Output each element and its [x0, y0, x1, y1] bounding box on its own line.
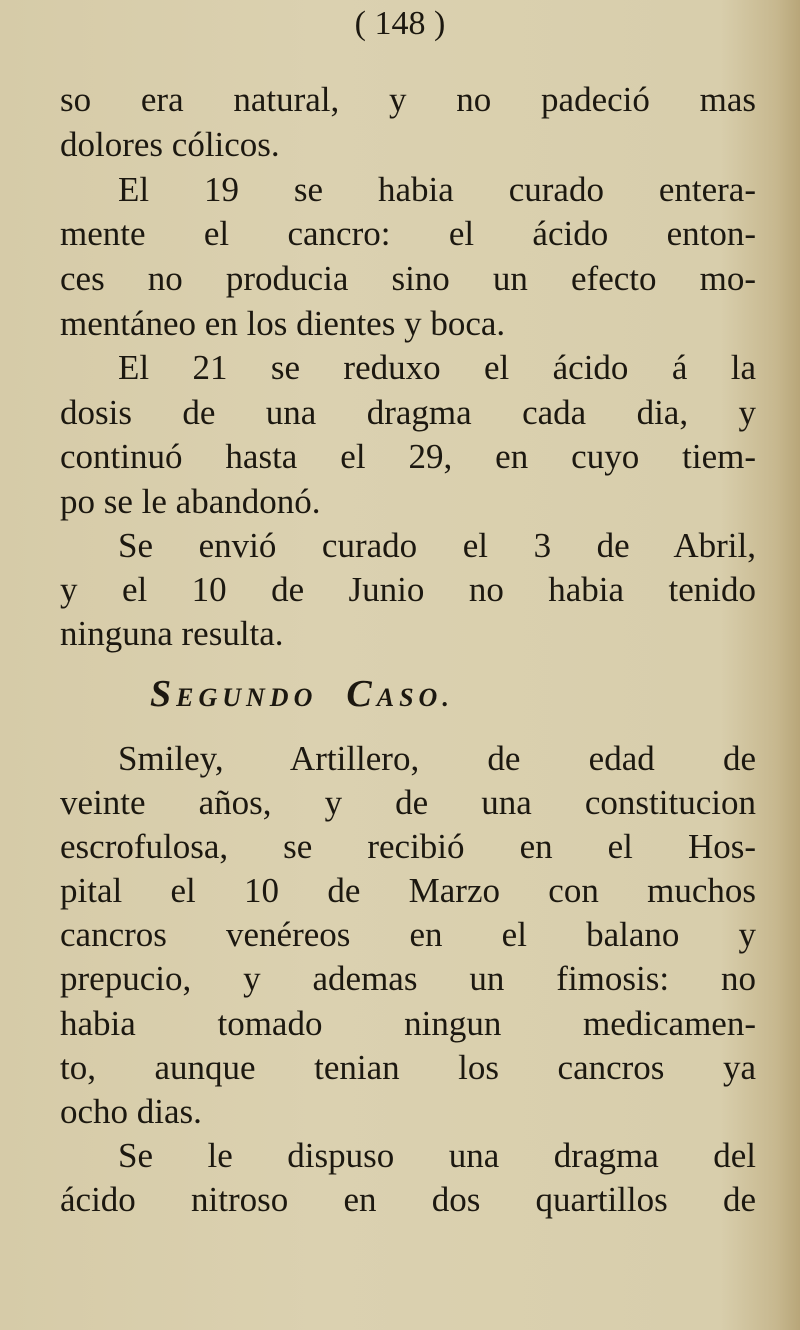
- text-line: y el 10 de Junio no habia tenido: [60, 570, 756, 609]
- text-line: habia tomado ningun medicamen-: [60, 1004, 756, 1043]
- heading-initial: S: [150, 673, 177, 715]
- text-line: cancros venéreos en el balano y: [60, 915, 756, 954]
- text-line: Smiley, Artillero, de edad de: [118, 739, 756, 778]
- page-number: ( 148 ): [354, 5, 446, 42]
- text-line: dosis de una dragma cada dia, y: [60, 393, 756, 432]
- text-line: Se le dispuso una dragma del: [118, 1136, 756, 1175]
- heading-word: ASO.: [376, 683, 454, 712]
- text-line: continuó hasta el 29, en cuyo tiem-: [60, 437, 756, 476]
- text-line: dolores cólicos.: [60, 125, 280, 164]
- text-line: to, aunque tenian los cancros ya: [60, 1048, 756, 1087]
- text-line: El 21 se reduxo el ácido á la: [118, 348, 756, 387]
- text-line: po se le abandonó.: [60, 482, 321, 521]
- text-line: ocho dias.: [60, 1092, 202, 1131]
- text-line: ces no producia sino un efecto mo-: [60, 259, 756, 298]
- text-line: ácido nitroso en dos quartillos de: [60, 1180, 756, 1219]
- text-line: El 19 se habia curado entera-: [118, 170, 756, 209]
- section-heading: [150, 672, 454, 720]
- text-line: escrofulosa, se recibió en el Hos-: [60, 827, 756, 866]
- text-line: pital el 10 de Marzo con muchos: [60, 871, 756, 910]
- text-line: so era natural, y no padeció mas: [60, 80, 756, 119]
- text-line: mentáneo en los dientes y boca.: [60, 304, 506, 343]
- text-line: ninguna resulta.: [60, 614, 284, 653]
- text-line: Se envió curado el 3 de Abril,: [118, 526, 756, 565]
- text-line: mente el cancro: el ácido enton-: [60, 214, 756, 253]
- text-line: veinte años, y de una constitucion: [60, 783, 756, 822]
- text-line: prepucio, y ademas un fimosis: no: [60, 959, 756, 998]
- heading-initial: C: [346, 673, 377, 715]
- heading-word: EGUNDO: [176, 683, 318, 712]
